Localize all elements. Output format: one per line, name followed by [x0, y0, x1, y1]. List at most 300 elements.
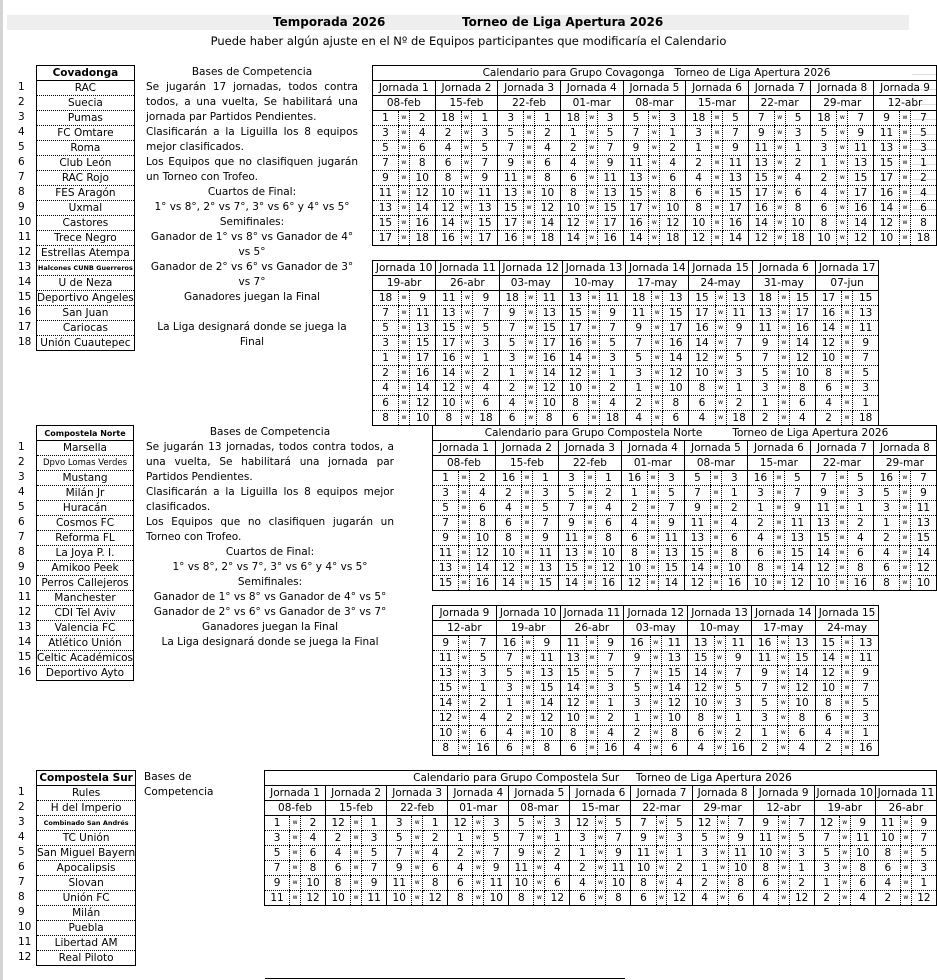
away-team-number: 7 [910, 471, 936, 486]
away-team-number: 3 [470, 666, 496, 681]
home-team-number: 11 [753, 831, 778, 846]
versus-mark: w [525, 306, 536, 321]
home-team-number: 12 [684, 576, 710, 591]
versus-mark: w [399, 291, 410, 306]
versus-mark: w [586, 681, 597, 696]
away-team-number: 3 [853, 381, 879, 396]
home-team-number: 17 [498, 216, 524, 231]
versus-mark: w [459, 711, 470, 726]
versus-mark: w [652, 351, 663, 366]
home-team-number: 14 [684, 561, 710, 576]
away-team-number: 1 [473, 351, 499, 366]
versus-mark: w [652, 381, 663, 396]
home-team-number: 11 [436, 291, 462, 306]
away-team-number: 11 [597, 171, 623, 186]
match-row [433, 711, 879, 726]
match-row [373, 411, 879, 426]
calendar-title-row [265, 771, 937, 786]
home-team-number: 7 [496, 651, 522, 666]
home-team-number: 4 [560, 156, 586, 171]
away-team-number: 3 [785, 126, 811, 141]
home-team-number: 4 [373, 381, 399, 396]
versus-mark: w [524, 171, 535, 186]
away-team-number: 14 [409, 201, 435, 216]
versus-mark: w [652, 336, 663, 351]
match-row [433, 576, 937, 591]
home-team-number: 10 [495, 546, 521, 561]
away-team-number: 4 [667, 876, 692, 891]
versus-mark: w [778, 846, 789, 861]
versus-mark: w [648, 471, 659, 486]
home-team-number: 4 [873, 546, 899, 561]
versus-mark: w [586, 231, 597, 246]
home-team-number: 8 [875, 846, 900, 861]
rules-sf-title: Semifinales: [219, 216, 285, 228]
home-team-number: 12 [570, 816, 595, 831]
team-row [37, 171, 135, 186]
match-row [373, 126, 937, 141]
home-team-number: 2 [624, 726, 650, 741]
away-team-number: 16 [847, 576, 873, 591]
away-team-number: 10 [484, 891, 509, 906]
versus-mark: w [649, 186, 660, 201]
away-team-number: 5 [789, 831, 814, 846]
matchday-label: Jornada 5 [509, 786, 570, 801]
versus-mark: w [714, 696, 725, 711]
team-name: Milán [37, 906, 136, 921]
versus-mark: w [459, 696, 470, 711]
matchday-label: Jornada 10 [814, 786, 875, 801]
away-team-number: 14 [848, 216, 874, 231]
away-team-number: 14 [789, 336, 815, 351]
versus-mark: w [459, 666, 470, 681]
versus-mark: w [290, 831, 301, 846]
away-team-number: 7 [784, 486, 810, 501]
away-team-number: 4 [595, 501, 621, 516]
home-team-number: 3 [499, 351, 525, 366]
home-team-number: 11 [558, 531, 584, 546]
versus-mark: w [523, 651, 534, 666]
home-team-number: 12 [435, 201, 461, 216]
versus-mark: w [290, 876, 301, 891]
away-team-number: 4 [721, 516, 747, 531]
away-team-number: 7 [362, 861, 387, 876]
home-team-number: 6 [435, 156, 461, 171]
home-team-number: 8 [688, 711, 714, 726]
away-team-number: 3 [721, 471, 747, 486]
away-team-number: 3 [597, 681, 623, 696]
versus-mark: w [778, 876, 789, 891]
matchday-date: 12-abr [874, 96, 937, 111]
away-team-number: 14 [784, 561, 810, 576]
home-team-number: 10 [436, 396, 462, 411]
home-team-number: 5 [811, 126, 837, 141]
away-team-number: 8 [721, 546, 747, 561]
away-team-number: 16 [848, 201, 874, 216]
matchday-label: Jornada 12 [624, 606, 688, 621]
team-row [37, 876, 136, 891]
versus-mark: w [773, 531, 784, 546]
versus-mark: w [836, 516, 847, 531]
away-team-number: 8 [534, 741, 560, 756]
home-team-number: 2 [875, 891, 900, 906]
tournament-title: Torneo de Liga Apertura 2026 [462, 15, 664, 29]
home-team-number: 1 [752, 396, 778, 411]
versus-mark: w [524, 111, 535, 126]
versus-mark: w [586, 111, 597, 126]
versus-mark: w [839, 816, 850, 831]
home-team-number: 14 [560, 681, 586, 696]
versus-mark: w [899, 561, 910, 576]
team-number: 10 [18, 216, 32, 228]
away-team-number: 11 [725, 636, 751, 651]
home-team-number: 10 [874, 231, 900, 246]
away-team-number: 1 [853, 726, 879, 741]
versus-mark: w [290, 846, 301, 861]
matchday-date: 22-mar [631, 801, 692, 816]
versus-mark: w [585, 501, 596, 516]
away-team-number: 13 [410, 321, 436, 336]
team-number: 6 [18, 516, 25, 528]
away-team-number: 1 [535, 111, 561, 126]
team-numbers [18, 440, 32, 680]
away-team-number: 5 [599, 336, 625, 351]
away-team-number: 17 [663, 321, 689, 336]
away-team-number: 6 [789, 726, 815, 741]
away-team-number: 2 [726, 396, 752, 411]
versus-mark: w [837, 186, 848, 201]
home-team-number: 10 [875, 831, 900, 846]
home-team-number: 6 [875, 861, 900, 876]
versus-mark: w [595, 846, 606, 861]
home-team-number: 2 [815, 411, 841, 426]
versus-mark: w [900, 216, 911, 231]
versus-mark: w [398, 201, 409, 216]
home-team-number: 5 [433, 501, 459, 516]
rules-venue: La Liga designará donde se juega la Final [157, 321, 347, 348]
away-team-number: 15 [472, 216, 498, 231]
team-name: Reforma FL [37, 531, 134, 546]
versus-mark: w [650, 711, 661, 726]
away-team-number: 2 [597, 711, 623, 726]
away-team-number: 17 [536, 336, 562, 351]
away-team-number: 15 [853, 291, 879, 306]
match-row [373, 381, 879, 396]
team-number: 17 [18, 321, 32, 333]
home-team-number: 4 [435, 141, 461, 156]
away-team-number: 6 [473, 396, 499, 411]
home-team-number: 7 [433, 516, 459, 531]
home-team-number: 16 [874, 186, 900, 201]
away-team-number: 12 [300, 891, 325, 906]
away-team-number: 5 [910, 126, 936, 141]
home-team-number: 3 [752, 381, 778, 396]
away-team-number: 14 [789, 666, 815, 681]
matchday-label: Jornada 5 [684, 441, 747, 456]
away-team-number: 16 [725, 741, 751, 756]
match-row [373, 231, 937, 246]
home-team-number: 8 [621, 546, 647, 561]
away-team-number: 11 [661, 636, 687, 651]
versus-mark: w [900, 891, 911, 906]
versus-mark: w [778, 741, 789, 756]
home-team-number: 16 [748, 201, 774, 216]
home-team-number: 8 [560, 186, 586, 201]
match-row [433, 666, 879, 681]
team-name: Milán Jr [37, 486, 134, 501]
team-row [37, 591, 134, 606]
competition-rules-covadonga [146, 65, 358, 350]
matchday-date: 22-feb [498, 96, 561, 111]
home-team-number: 4 [621, 516, 647, 531]
versus-mark: w [711, 501, 722, 516]
match-row [433, 681, 879, 696]
team-number: 6 [18, 861, 25, 873]
versus-mark: w [586, 726, 597, 741]
team-name: FC Omtare [37, 126, 135, 141]
home-team-number: 17 [373, 231, 399, 246]
away-team-number: 7 [597, 141, 623, 156]
away-team-number: 2 [535, 126, 561, 141]
versus-mark: w [525, 396, 536, 411]
home-team-number: 6 [562, 411, 588, 426]
matchday-label: Jornada 12 [499, 261, 562, 276]
home-team-number: 8 [495, 531, 521, 546]
versus-mark: w [774, 171, 785, 186]
away-team-number: 16 [409, 216, 435, 231]
home-team-number: 9 [753, 816, 778, 831]
matchday-label: Jornada 6 [570, 786, 631, 801]
away-team-number: 11 [850, 831, 875, 846]
matchday-date-row [433, 456, 937, 471]
away-team-number: 6 [409, 141, 435, 156]
versus-mark: w [586, 666, 597, 681]
team-number: 2 [18, 801, 25, 813]
home-team-number: 11 [631, 846, 656, 861]
versus-mark: w [586, 126, 597, 141]
home-team-number: 18 [752, 291, 778, 306]
team-row [37, 666, 134, 681]
versus-mark: w [842, 321, 853, 336]
home-team-number: 6 [570, 891, 595, 906]
home-team-number: 8 [448, 891, 473, 906]
team-row [37, 801, 136, 816]
versus-mark: w [398, 141, 409, 156]
away-team-number: 6 [663, 411, 689, 426]
away-team-number: 1 [660, 126, 686, 141]
rules-title: Bases de Competencia [191, 66, 313, 78]
rules-title: Bases de Competencia [209, 426, 331, 438]
team-number: 11 [18, 936, 32, 948]
away-team-number: 7 [848, 111, 874, 126]
versus-mark: w [774, 216, 785, 231]
home-team-number: 1 [560, 126, 586, 141]
match-row [265, 891, 937, 906]
away-team-number: 16 [597, 741, 623, 756]
away-team-number: 13 [534, 666, 560, 681]
home-team-number: 9 [499, 306, 525, 321]
away-team-number: 2 [660, 141, 686, 156]
home-team-number: 6 [499, 411, 525, 426]
home-team-number: 10 [689, 366, 715, 381]
matchday-label: Jornada 10 [496, 606, 560, 621]
versus-mark: w [900, 846, 911, 861]
matchday-date: 15-mar [686, 96, 749, 111]
matchday-date: 08-feb [433, 456, 496, 471]
match-row [265, 861, 937, 876]
matchday-label: Jornada 15 [689, 261, 752, 276]
versus-mark: w [585, 561, 596, 576]
home-team-number: 3 [558, 471, 584, 486]
home-team-number: 17 [815, 291, 841, 306]
versus-mark: w [656, 876, 667, 891]
home-team-number: 7 [509, 831, 534, 846]
versus-mark: w [842, 636, 853, 651]
team-row [37, 576, 134, 591]
match-row [373, 186, 937, 201]
home-team-number: 5 [509, 816, 534, 831]
home-team-number: 2 [496, 711, 522, 726]
home-team-number: 13 [688, 636, 714, 651]
away-team-number: 7 [853, 351, 879, 366]
home-team-number: 10 [686, 216, 712, 231]
home-team-number: 18 [373, 291, 399, 306]
home-team-number: 5 [752, 366, 778, 381]
versus-mark: w [524, 126, 535, 141]
team-row [37, 156, 135, 171]
versus-mark: w [522, 546, 533, 561]
team-list-covadonga [36, 65, 135, 351]
away-team-number: 12 [536, 381, 562, 396]
matchday-label-row [373, 261, 879, 276]
versus-mark: w [837, 156, 848, 171]
versus-mark: w [522, 516, 533, 531]
team-name: Amikoo Peek [37, 561, 134, 576]
versus-mark: w [534, 846, 545, 861]
matchday-date: 19-abr [814, 801, 875, 816]
away-team-number: 10 [534, 726, 560, 741]
home-team-number: 15 [689, 291, 715, 306]
versus-mark: w [399, 321, 410, 336]
versus-mark: w [649, 201, 660, 216]
versus-mark: w [648, 516, 659, 531]
home-team-number: 18 [499, 291, 525, 306]
matchday-date-row [265, 801, 937, 816]
away-team-number: 8 [595, 531, 621, 546]
team-name: CDI Tel Aviv [37, 606, 134, 621]
home-team-number: 4 [686, 171, 712, 186]
matchday-label: Jornada 7 [810, 441, 873, 456]
versus-mark: w [351, 861, 362, 876]
away-team-number: 4 [300, 831, 325, 846]
home-team-number: 6 [448, 876, 473, 891]
team-numbers [18, 80, 32, 350]
home-team-number: 9 [810, 486, 836, 501]
home-team-number: 1 [373, 111, 399, 126]
home-team-number: 3 [373, 336, 399, 351]
away-team-number: 5 [667, 816, 692, 831]
team-number: 5 [18, 501, 25, 513]
versus-mark: w [523, 726, 534, 741]
home-team-number: 3 [811, 141, 837, 156]
calendar-block [372, 260, 879, 426]
away-team-number: 7 [726, 336, 752, 351]
home-team-number: 15 [815, 636, 841, 651]
team-row [37, 186, 135, 201]
home-team-number: 18 [811, 111, 837, 126]
home-team-number: 15 [436, 321, 462, 336]
home-team-number: 2 [873, 531, 899, 546]
home-team-number: 4 [815, 726, 841, 741]
away-team-number: 9 [410, 291, 436, 306]
versus-mark: w [398, 171, 409, 186]
home-team-number: 12 [748, 231, 774, 246]
versus-mark: w [842, 711, 853, 726]
team-number: 13 [18, 261, 32, 273]
away-team-number: 11 [658, 531, 684, 546]
team-number: 8 [18, 546, 25, 558]
team-name: RAC [37, 81, 135, 96]
away-team-number: 17 [722, 201, 748, 216]
matchday-date-row [373, 96, 937, 111]
versus-mark: w [462, 306, 473, 321]
versus-mark: w [837, 171, 848, 186]
team-name: La Joya P. I. [37, 546, 134, 561]
versus-mark: w [773, 561, 784, 576]
away-team-number: 11 [362, 891, 387, 906]
away-team-number: 14 [535, 216, 561, 231]
away-team-number: 7 [599, 321, 625, 336]
away-team-number: 1 [423, 816, 448, 831]
calendar-block [264, 770, 937, 906]
away-team-number: 2 [785, 156, 811, 171]
away-team-number: 9 [597, 636, 623, 651]
away-team-number: 16 [469, 576, 495, 591]
matchday-label: Jornada 9 [433, 606, 497, 621]
versus-mark: w [773, 471, 784, 486]
away-team-number: 5 [853, 696, 879, 711]
versus-mark: w [836, 546, 847, 561]
home-team-number: 16 [436, 351, 462, 366]
away-team-number: 8 [663, 396, 689, 411]
versus-mark: w [900, 231, 911, 246]
title-band [7, 15, 909, 30]
versus-mark: w [900, 171, 911, 186]
team-name: Dpvo Lomas Verdes [37, 456, 134, 471]
away-team-number: 15 [534, 681, 560, 696]
away-team-number: 5 [911, 846, 936, 861]
home-team-number: 3 [814, 861, 839, 876]
away-team-number: 8 [789, 381, 815, 396]
home-team-number: 14 [874, 201, 900, 216]
team-row [37, 651, 134, 666]
versus-mark: w [842, 351, 853, 366]
away-team-number: 7 [658, 501, 684, 516]
away-team-number: 12 [789, 681, 815, 696]
rules-trophy: Los Equipos que no clasifiquen jugarán un Torneo con Trofeo. [146, 516, 394, 543]
home-team-number: 1 [814, 876, 839, 891]
away-team-number: 4 [789, 741, 815, 756]
home-team-number: 12 [689, 351, 715, 366]
home-team-number: 6 [560, 741, 586, 756]
home-team-number: 14 [435, 216, 461, 231]
team-row [37, 636, 134, 651]
match-row [373, 306, 879, 321]
versus-mark: w [778, 291, 789, 306]
matchday-date: 22-mar [748, 96, 811, 111]
away-team-number: 2 [473, 366, 499, 381]
versus-mark: w [717, 846, 728, 861]
